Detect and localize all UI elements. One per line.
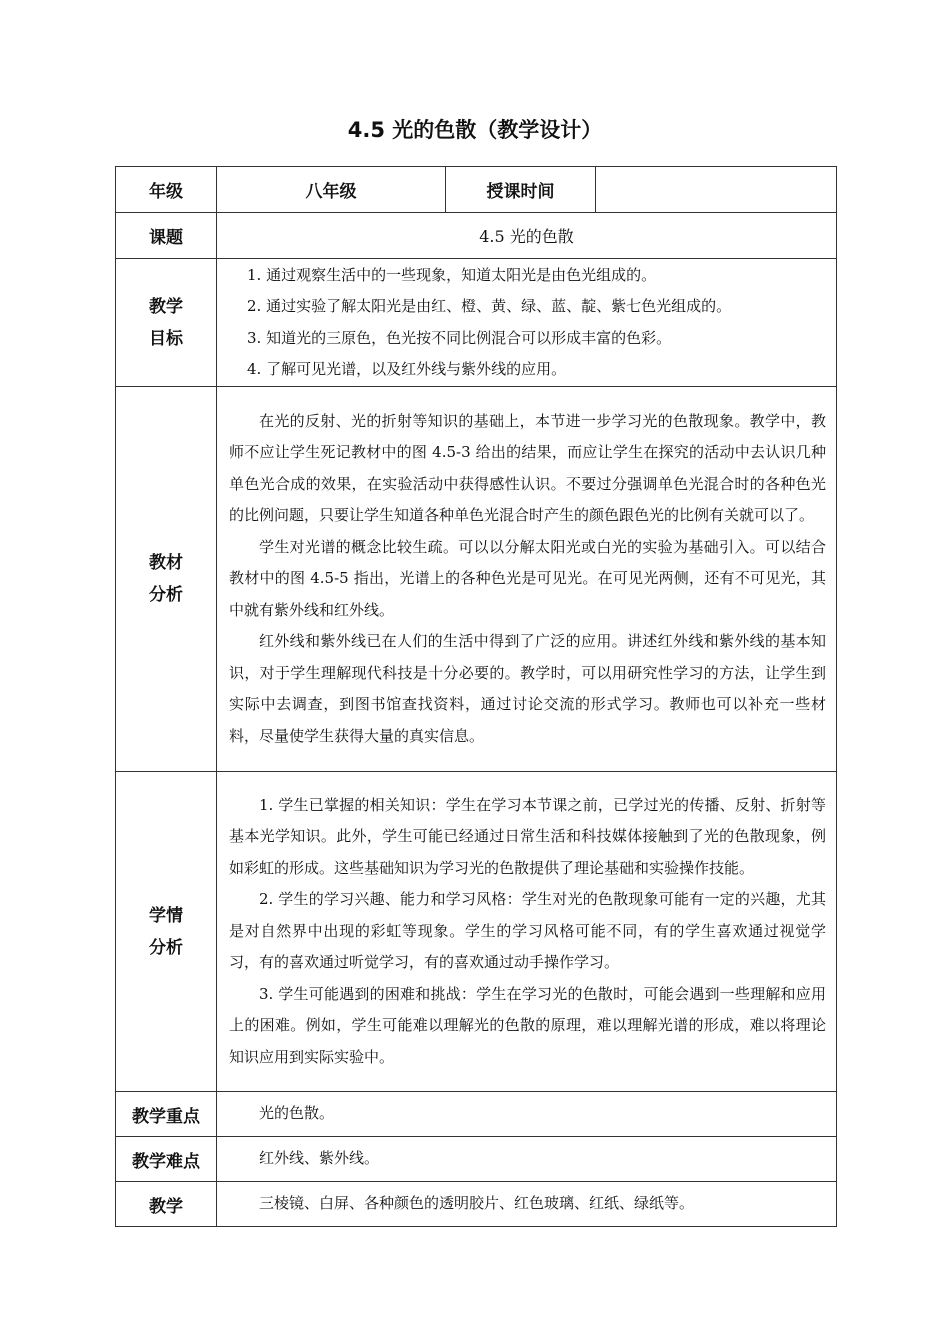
objective-item: 2. 通过实验了解太阳光是由红、橙、黄、绿、蓝、靛、紫七色光组成的。 [247,297,732,315]
topic-value: 4.5 光的色散 [217,213,837,259]
page-title: 4.5 光的色散（教学设计） [347,118,603,142]
material-paragraph: 学生对光谱的概念比较生疏。可以以分解太阳光或白光的实验为基础引入。可以结合教材中的图 4.5-5 指出，光谱上的各种色光是可见光。在可见光两侧，还有不可见光，其中就有紫外线和红外线。 [229,537,826,619]
students-label-line2: 分析 [149,937,183,958]
resources-value: 三棱镜、白屏、各种颜色的透明胶片、红色玻璃、红纸、绿纸等。 [259,1194,695,1213]
objectives-label [116,259,217,387]
material-row [116,387,837,772]
material-paragraph: 在光的反射、光的折射等知识的基础上，本节进一步学习光的色散现象。教学中，教师不应让学生死记教材中的图 4.5-3 给出的结果，而应让学生在探究的活动中去认识几种单色光合成的效果，在实验活动中获得感性认识。不要过分强调单色光混合时的各种色光的比例问题，只要让学生知道各种单色光混合时产生的颜色跟色光的比例有关就可以了。 [229,411,826,525]
resources-row [116,1182,837,1227]
topic-row [116,213,837,259]
grade-value: 八年级 [217,167,446,213]
material-label [116,387,217,772]
time-label: 授课时间 [446,167,596,213]
difficulty-value: 红外线、紫外线。 [259,1149,380,1168]
time-value [596,167,837,213]
key-point-row [116,1092,837,1137]
lesson-plan-table [115,166,837,1227]
topic-label: 课题 [116,213,217,259]
students-paragraph: 2. 学生的学习兴趣、能力和学习风格：学生对光的色散现象可能有一定的兴趣，尤其是对自然界中出现的彩虹等现象。学生的学习风格可能不同，有的学生喜欢通过视觉学习，有的喜欢通过听觉学习，有的喜欢通过动手操作学习。 [229,890,826,972]
material-label-line2: 分析 [149,585,183,605]
grade-label: 年级 [116,167,217,213]
difficulty-cell [217,1137,837,1182]
resources-label: 教学 [116,1182,217,1227]
students-label-line1: 学情 [149,905,183,926]
objectives-row [116,259,837,387]
difficulty-row [116,1137,837,1182]
students-label [116,772,217,1092]
key-point-value: 光的色散。 [259,1104,335,1123]
objective-item: 4. 了解可见光谱，以及红外线与紫外线的应用。 [247,360,567,378]
objectives-list [217,259,837,387]
header-row [116,167,837,213]
students-paragraph: 3. 学生可能遇到的困难和挑战：学生在学习光的色散时，可能会遇到一些理解和应用上的困难。例如，学生可能难以理解光的色散的原理，难以理解光谱的形成，难以将理论知识应用到实际实验中。 [229,984,826,1066]
difficulty-label: 教学难点 [116,1137,217,1182]
students-paragraph: 1. 学生已掌握的相关知识：学生在学习本节课之前，已学过光的传播、反射、折射等基本光学知识。此外，学生可能已经通过日常生活和科技媒体接触到了光的色散现象，例如彩虹的形成。这些基础知识为学习光的色散提供了理论基础和实验操作技能。 [229,795,826,877]
material-paragraph: 红外线和紫外线已在人们的生活中得到了广泛的应用。讲述红外线和紫外线的基本知识，对于学生理解现代科技是十分必要的。教学时，可以用研究性学习的方法，让学生到实际中去调查，到图书馆查找资料，通过讨论交流的形式学习。教师也可以补充一些材料，尽量使学生获得大量的真实信息。 [229,632,826,745]
key-point-label: 教学重点 [116,1092,217,1137]
objective-item: 3. 知道光的三原色，色光按不同比例混合可以形成丰富的色彩。 [247,328,672,347]
students-row [116,772,837,1092]
objective-item: 1. 通过观察生活中的一些现象，知道太阳光是由色光组成的。 [247,265,657,284]
students-content [217,772,837,1092]
key-point-cell [217,1092,837,1137]
material-label-line1: 教材 [149,553,183,573]
material-content [217,387,837,772]
objectives-label-line2: 目标 [149,328,183,349]
resources-cell [217,1182,837,1227]
objectives-label-line1: 教学 [149,296,183,317]
